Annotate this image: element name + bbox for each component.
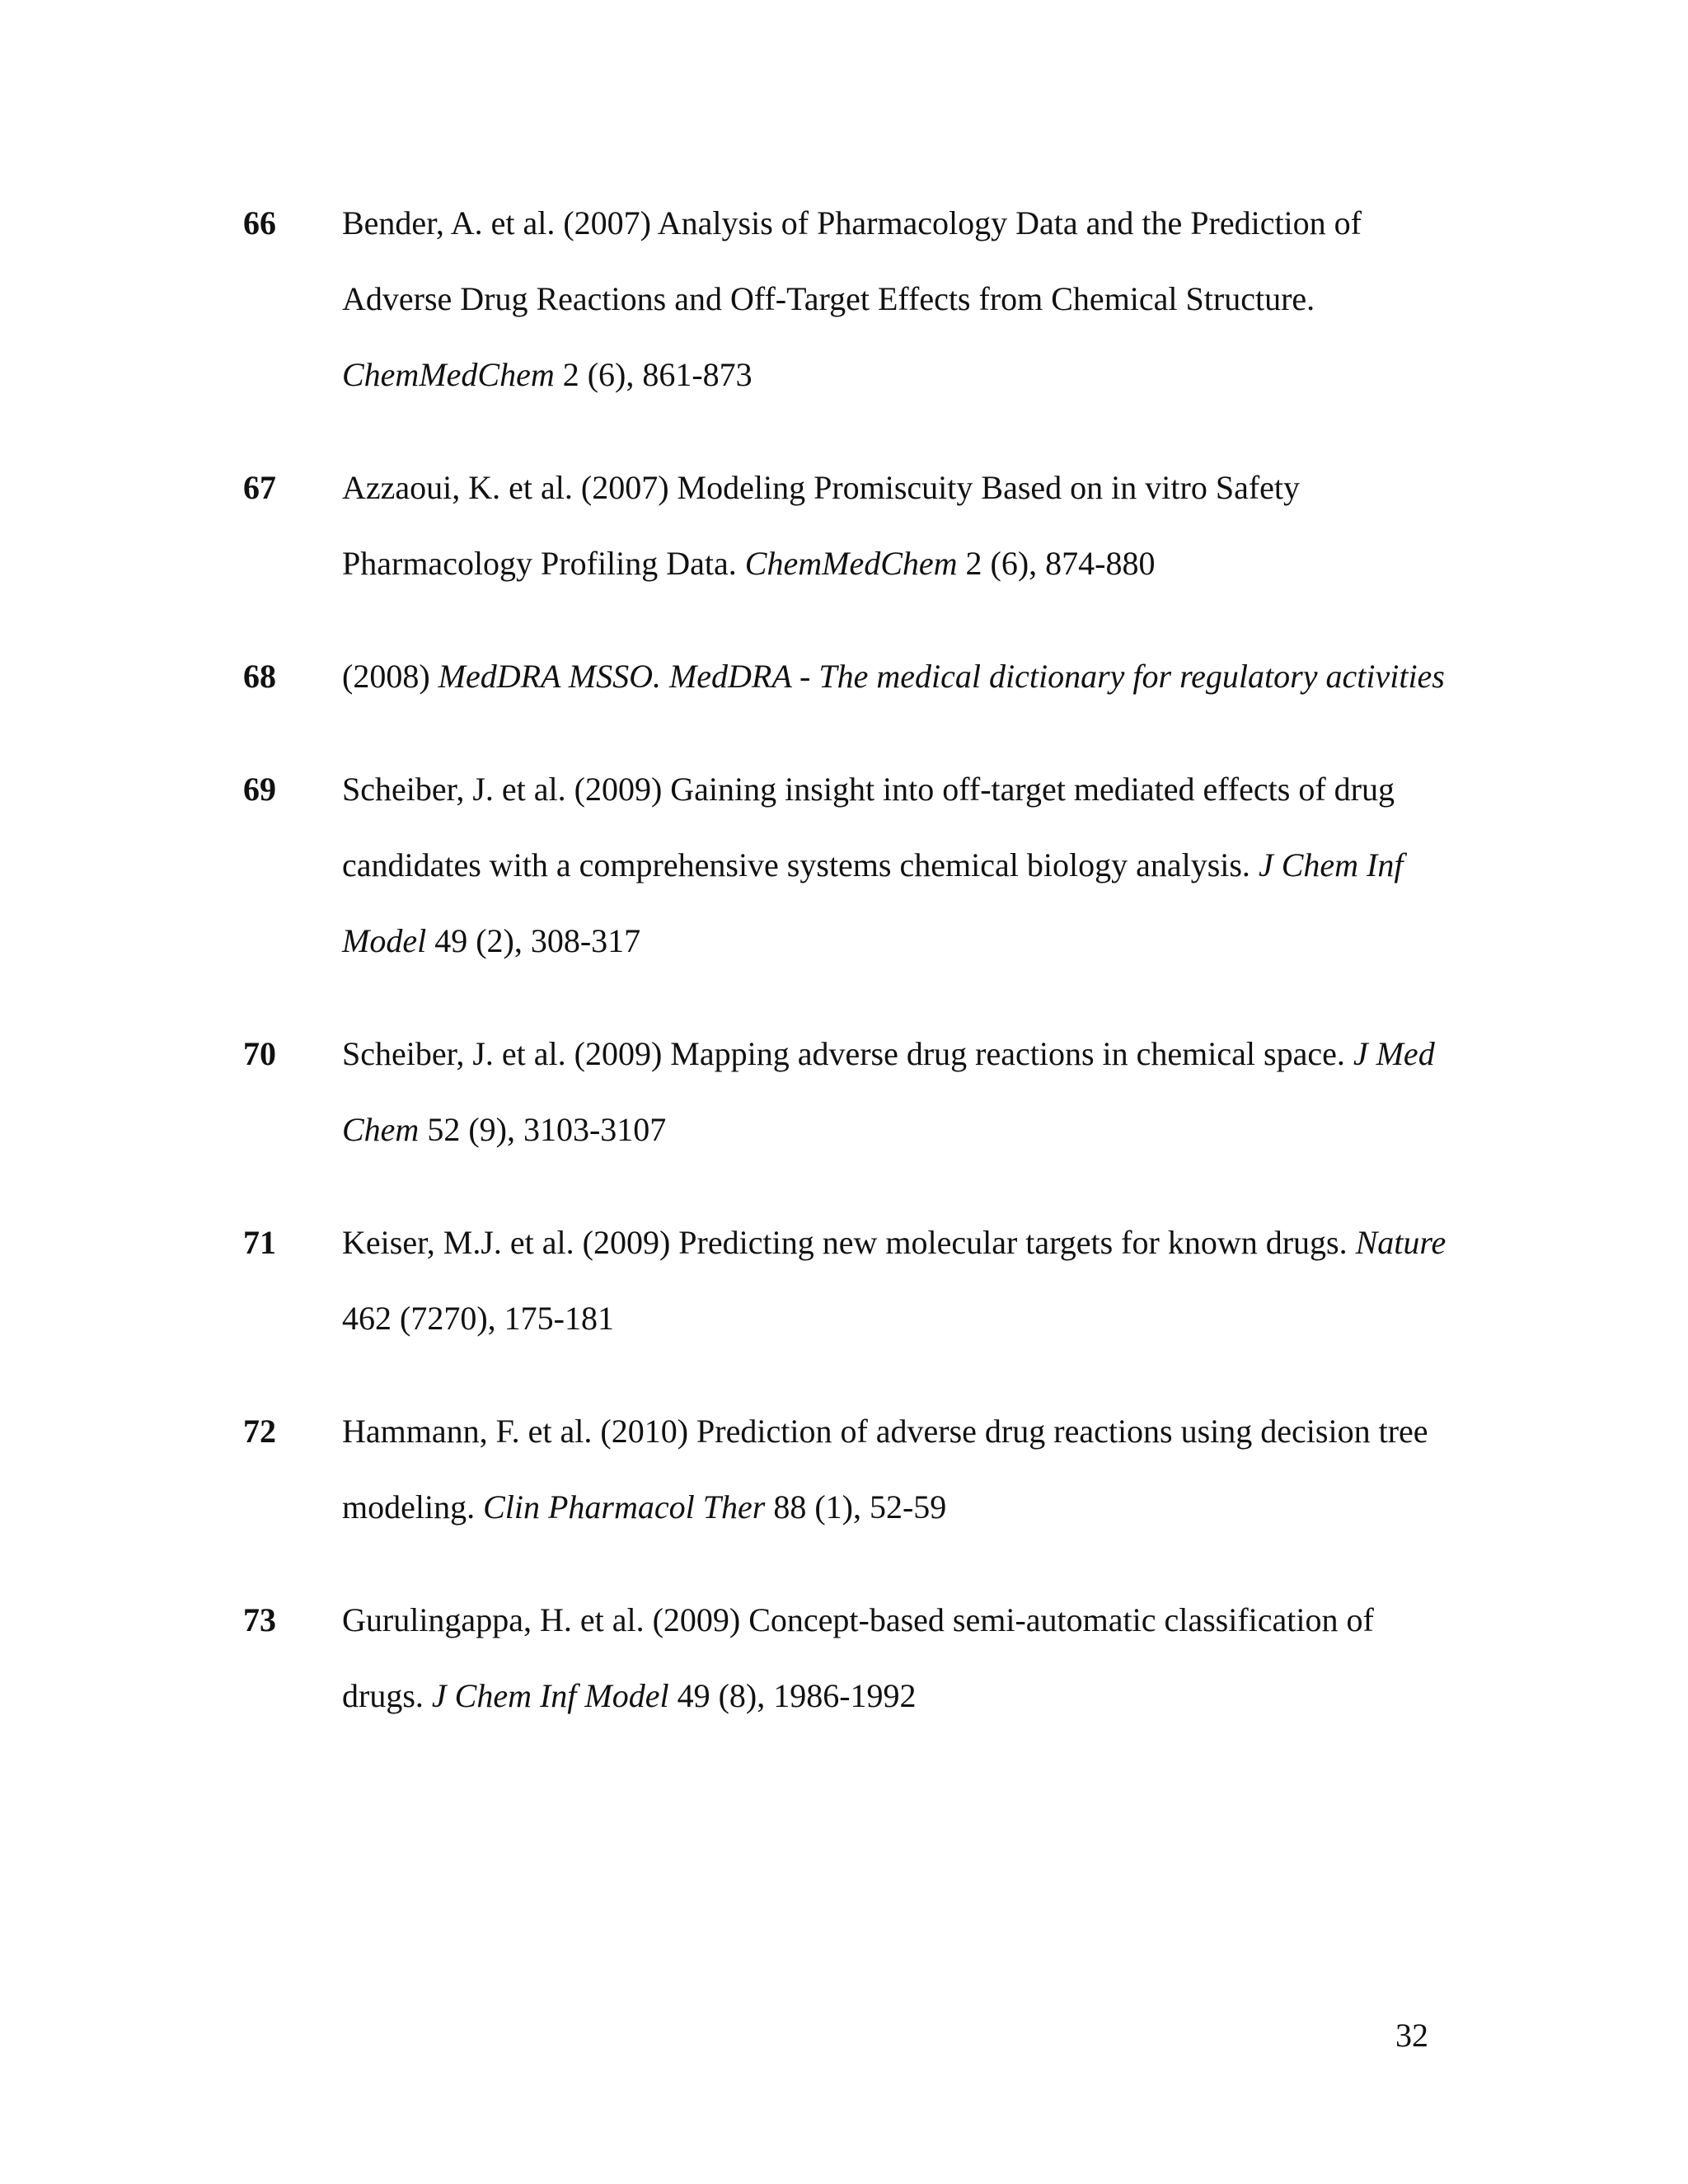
journal-title: J Chem Inf Model [431, 1677, 669, 1714]
reference-text-segment: Azzaoui, K. et al. (2007) Modeling Promiscuity Based on in vitro Safety Pharmacology Profiling Data. [342, 469, 1301, 582]
reference-text [342, 752, 1455, 979]
reference-number: 69 [243, 771, 276, 808]
journal-title: ChemMedChem [342, 356, 555, 393]
journal-title: Clin Pharmacol Ther [483, 1488, 766, 1526]
reference-number: 66 [243, 204, 276, 241]
reference-text [342, 1205, 1455, 1357]
reference-number: 71 [243, 1224, 276, 1261]
journal-title: ChemMedChem [744, 545, 958, 582]
reference-text-segment: Bender, A. et al. (2007) Analysis of Pharmacology Data and the Prediction of Adverse Drug Reactions and Off-Target Effects from Chemical Structure. [342, 204, 1362, 317]
reference-text-segment: Hammann, F. et al. (2010) Prediction of adverse drug reactions using decision tree modeling. [342, 1413, 1428, 1526]
reference-number: 68 [243, 658, 276, 695]
reference-entry-72 [243, 1394, 1455, 1545]
source-title: MedDRA MSSO. MedDRA - The medical dictionary for regulatory activities [438, 658, 1445, 695]
reference-text [342, 1582, 1455, 1734]
reference-text-segment: Keiser, M.J. et al. (2009) Predicting new molecular targets for known drugs. [342, 1224, 1356, 1261]
reference-text-segment: 2 (6), 861-873 [554, 356, 753, 393]
reference-entry-68 [243, 639, 1455, 715]
journal-title: J Med Chem [342, 1035, 1435, 1148]
reference-text-segment: Gurulingappa, H. et al. (2009) Concept-based semi-automatic classification of drugs. [342, 1601, 1374, 1714]
reference-number: 72 [243, 1413, 276, 1450]
reference-text-segment: 52 (9), 3103-3107 [419, 1111, 667, 1148]
reference-text-segment: Scheiber, J. et al. (2009) Mapping adverse drug reactions in chemical space. [342, 1035, 1353, 1072]
reference-text [342, 450, 1455, 602]
reference-entry-69 [243, 752, 1455, 979]
reference-number: 73 [243, 1601, 276, 1638]
reference-text [342, 1394, 1455, 1545]
reference-text-segment: (2008) [342, 658, 438, 695]
reference-entry-70 [243, 1016, 1455, 1168]
reference-entry-67 [243, 450, 1455, 602]
journal-title: J Chem Inf Model [342, 846, 1404, 959]
reference-entry-71 [243, 1205, 1455, 1357]
reference-text [342, 185, 1455, 413]
reference-text-segment: 88 (1), 52-59 [765, 1488, 947, 1526]
reference-list [243, 185, 1455, 1771]
reference-text-segment: 462 (7270), 175-181 [342, 1300, 614, 1337]
reference-number: 70 [243, 1035, 276, 1072]
reference-number: 67 [243, 469, 276, 506]
reference-text-segment: Scheiber, J. et al. (2009) Gaining insight into off-target mediated effects of drug candidates with a comprehensive systems chemical biology analysis. [342, 771, 1395, 883]
reference-text-segment: 49 (8), 1986-1992 [668, 1677, 917, 1714]
reference-text-segment: 2 (6), 874-880 [957, 545, 1156, 582]
reference-entry-73 [243, 1582, 1455, 1734]
reference-text [342, 639, 1455, 715]
reference-entry-66 [243, 185, 1455, 413]
journal-title: Nature [1355, 1224, 1447, 1261]
reference-text [342, 1016, 1455, 1168]
reference-text-segment: 49 (2), 308-317 [426, 922, 641, 959]
page-number: 32 [1395, 2017, 1428, 2054]
